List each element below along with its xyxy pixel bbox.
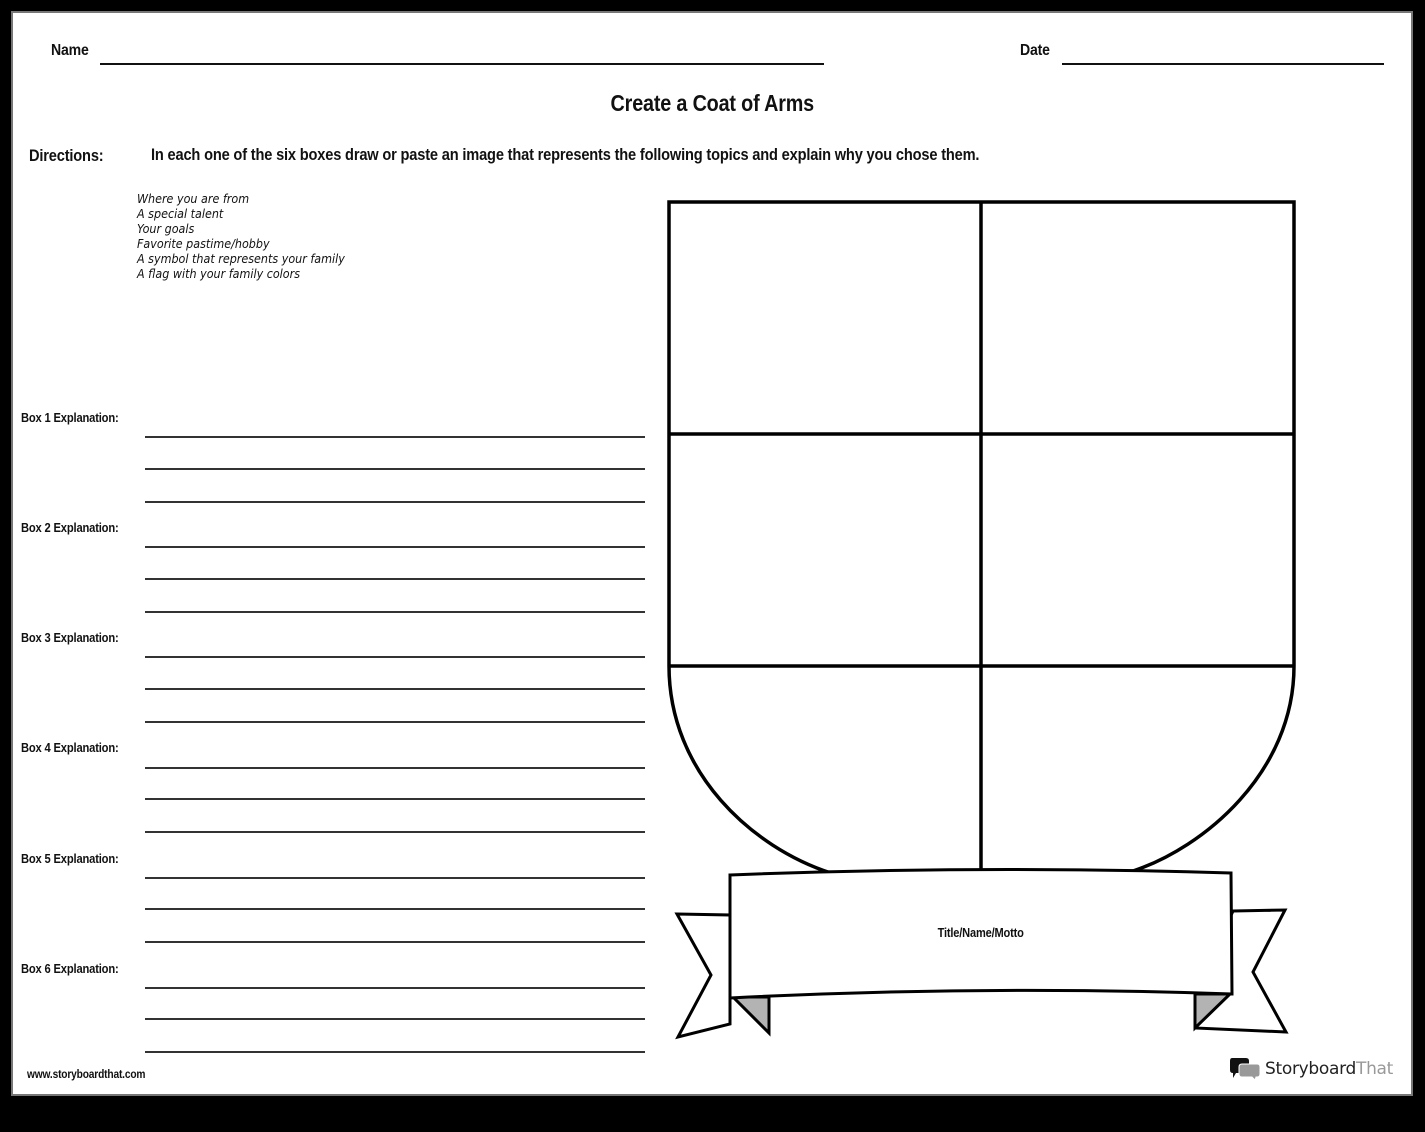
shield-box-2[interactable]: [983, 204, 1292, 432]
topic-item: A special talent: [137, 207, 224, 221]
logo-wordmark: [1265, 1059, 1393, 1079]
directions-text: In each one of the six boxes draw or paste an image that represents the following topics and explain why you chose them.: [151, 145, 980, 164]
logo-wordmark-primary: Storyboard: [1265, 1059, 1356, 1079]
motto-label: Title/Name/Motto: [937, 925, 1024, 940]
speech-bubbles-icon: [1229, 1057, 1261, 1081]
topic-item: Favorite pastime/hobby: [137, 237, 270, 251]
explanation-label: Box 3 Explanation:: [21, 630, 119, 645]
page-title-text: Create a Coat of Arms: [610, 90, 814, 116]
footer-url[interactable]: www.storyboardthat.com: [27, 1067, 146, 1081]
shield-box-1[interactable]: [671, 204, 979, 432]
topic-item: Where you are from: [137, 192, 250, 206]
shield-box-6[interactable]: [983, 668, 1279, 858]
date-label: Date: [1020, 42, 1050, 59]
topic-item: A flag with your family colors: [137, 267, 301, 281]
explanation-label: Box 4 Explanation:: [21, 740, 119, 755]
topic-item: Your goals: [137, 222, 195, 236]
motto-banner-text: [730, 925, 1231, 940]
logo-wordmark-secondary: That: [1356, 1059, 1394, 1079]
topic-item: A symbol that represents your family: [137, 252, 345, 266]
explanation-label: Box 1 Explanation:: [21, 410, 119, 425]
shield-box-4[interactable]: [983, 436, 1292, 664]
explanation-label: Box 5 Explanation:: [21, 851, 119, 866]
explanation-label: Box 6 Explanation:: [21, 961, 119, 976]
worksheet-page: [11, 11, 1413, 1096]
shield-box-3[interactable]: [671, 436, 979, 664]
explanation-label: Box 2 Explanation:: [21, 520, 119, 535]
storyboardthat-logo[interactable]: [1229, 1057, 1393, 1081]
directions-label: Directions:: [29, 146, 104, 165]
name-label: Name: [51, 42, 89, 59]
shield-box-5[interactable]: [683, 668, 979, 858]
